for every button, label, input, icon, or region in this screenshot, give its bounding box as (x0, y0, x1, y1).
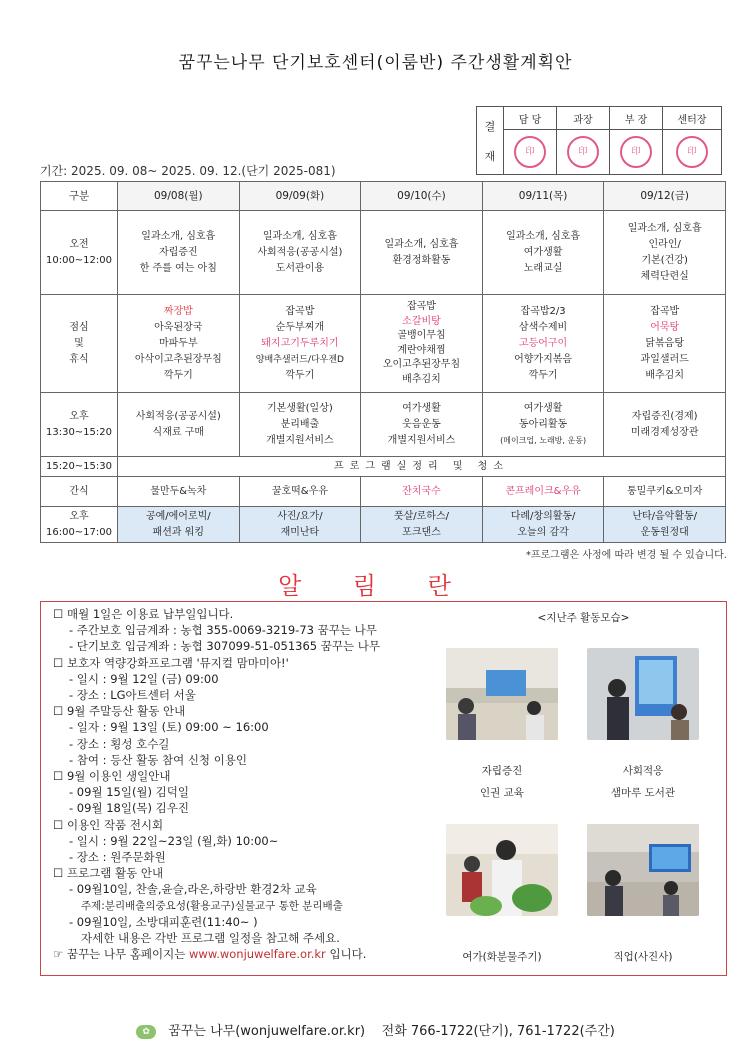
notice-item: - 장소 : 횡성 호수길 (69, 736, 170, 751)
cell-line: 일과소개, 심호흡 (262, 230, 337, 242)
schedule-cell (604, 393, 726, 457)
cell-line: 닭볶음탕 (645, 337, 684, 349)
notice-item: - 단기보호 입금계좌 : 농협 307099-51-051365 꿈꾸는 나무 (69, 639, 380, 654)
notice-item: - 09월 18일(목) 김우진 (69, 801, 190, 816)
cell-line: 잡곡밥 (285, 305, 315, 317)
snack-cell: 물만두&녹차 (118, 477, 240, 507)
homepage-suffix: 입니다. (329, 947, 367, 962)
activity-photos (441, 602, 726, 975)
notice-heading: ☐ 보호자 역량강화프로그램 '뮤지컬 맘마미아!' (53, 655, 289, 670)
schedule-cell (361, 393, 483, 457)
approval-side-label-1: 결 (484, 119, 496, 133)
cell-line: 미래경제성장관 (630, 426, 699, 438)
notice-heading: ☐ 9월 주말등산 활동 안내 (53, 704, 186, 719)
approval-role-2: 과장 (557, 107, 610, 130)
cell-line: 잡곡밥 (650, 305, 680, 317)
cell-line: 일과소개, 심호흡 (506, 230, 581, 242)
notice-heading: ☐ 9월 이용인 생일안내 (53, 769, 171, 784)
cell-line: 개별지원서비스 (266, 434, 334, 446)
activity-photo (587, 648, 699, 740)
approval-side-label (477, 107, 504, 175)
morning-label (41, 211, 118, 295)
cell-line: 여가생활 (523, 246, 563, 258)
cell-line: 아삭이고추된장무침 (134, 353, 222, 365)
cell-line: 여가생활 (523, 402, 563, 414)
weekly-schedule-table (40, 181, 726, 543)
cleanup-row (41, 457, 726, 477)
cell-line: 깍두기 (163, 369, 193, 381)
footer-org: 꿈꾸는 나무(wonjuwelfare.or.kr) (168, 1024, 366, 1039)
cell-line: 인라인/ (648, 238, 681, 250)
snack-cell: 통밀쿠키&오미자 (604, 477, 726, 507)
day-header: 09/11(목) (482, 182, 604, 211)
photo-camera-icon (587, 824, 699, 916)
cell-line: 계란야채찜 (397, 344, 446, 356)
notice-item: - 장소 : LG아트센터 서울 (69, 688, 196, 703)
cell-line: 과일샐러드 (640, 353, 689, 365)
notice-heading: ☐ 매월 1일은 이용료 납부일입니다. (53, 607, 234, 621)
notice-item: - 일시 : 9월 22일~23일 (월,화) 10:00~ (69, 833, 279, 848)
photo-caption (578, 946, 708, 968)
activity-photo (446, 824, 558, 916)
schedule-cell (239, 295, 361, 393)
cell-line: 잡곡밥2/3 (520, 305, 566, 317)
caption-line: 인권 교육 (480, 787, 524, 799)
schedule-cell (239, 507, 361, 543)
cell-line: 오이고추된장무침 (382, 359, 461, 370)
notice-title: 알 림 란 (278, 572, 473, 600)
cell-line: 양배추샐러드/다우젠D (255, 354, 344, 365)
photo-library-icon (587, 648, 699, 740)
snack-label: 간식 (41, 477, 118, 507)
row-label-line: 16:00~17:00 (45, 526, 112, 538)
lunch-row (41, 295, 726, 393)
snack-cell: 잔치국수 (361, 477, 483, 507)
cell-line: 한 주를 여는 아침 (139, 262, 217, 274)
schedule-cell (604, 211, 726, 295)
schedule-cell (604, 507, 726, 543)
notice-box (40, 601, 727, 976)
cell-line: 여가생활 (402, 402, 441, 414)
cell-line: 깍두기 (285, 369, 315, 381)
late-afternoon-row (41, 507, 726, 543)
notice-item: - 09월10일, 찬솔,윤슬,라온,하랑반 환경2차 교육 (69, 882, 317, 897)
cell-line: 기본생활(일상) (267, 402, 333, 414)
approval-box (476, 106, 722, 175)
schedule-cell (604, 295, 726, 393)
cell-line: 공예/에어로빅/ (145, 510, 211, 522)
row-label-line: 오후 (69, 510, 89, 522)
photo-caption (437, 946, 567, 968)
approval-seal-2 (557, 130, 610, 175)
afternoon-row (41, 393, 726, 457)
lunch-label (41, 295, 118, 393)
row-label-line: 및 (74, 337, 84, 349)
approval-seal-4 (663, 130, 722, 175)
homepage-line (53, 946, 453, 962)
seal-icon: 印 (676, 136, 708, 168)
photo-plants-icon (446, 824, 558, 916)
cell-line: 고등어구이 (518, 337, 568, 349)
row-label-line: 오후 (69, 410, 89, 422)
seal-icon: 印 (514, 136, 546, 168)
cell-line: 어묵탕 (650, 321, 680, 333)
cleanup-label: 15:20~15:30 (41, 457, 118, 477)
approval-seal-1 (504, 130, 557, 175)
cell-line: 순두부찌개 (275, 321, 325, 333)
cell-line: 기본(건강) (641, 254, 688, 266)
caption-line: 직업(사진사) (613, 951, 673, 963)
schedule-cell (482, 507, 604, 543)
cell-line: 삼색수제비 (518, 321, 568, 333)
cell-line: 사진/요가/ (277, 510, 323, 522)
schedule-cell (239, 211, 361, 295)
snack-cell: 콘프레이크&우유 (482, 477, 604, 507)
cell-line: 어향가지볶음 (514, 353, 573, 365)
row-label-line: 오전 (69, 238, 89, 250)
day-header: 09/12(금) (604, 182, 726, 211)
cell-line: 오늘의 감각 (517, 526, 569, 538)
caption-line: 자립증진 (481, 765, 523, 777)
notice-item: - 09월10일, 소방대피훈련(11:40~ ) (69, 914, 258, 929)
cell-line: 식재료 구매 (152, 426, 205, 438)
schedule-cell (118, 295, 240, 393)
cell-line: 도서관이용 (275, 262, 325, 274)
row-label-line: 점심 (69, 321, 89, 333)
notice-item: - 일자 : 9월 13일 (토) 09:00 ~ 16:00 (69, 720, 269, 735)
afternoon-label (41, 393, 118, 457)
cell-line: 개별지원서비스 (387, 434, 456, 446)
notice-item: - 참여 : 등산 활동 참여 신청 이용인 (69, 752, 248, 767)
homepage-prefix: ☞ 꿈꾸는 나무 홈페이지는 (53, 947, 186, 962)
homepage-link[interactable]: www.wonjuwelfare.or.kr (189, 947, 326, 962)
approval-role-3: 부 장 (610, 107, 663, 130)
footer (0, 1020, 751, 1039)
notice-item: - 주간보호 입금계좌 : 농협 355-0069-3219-73 꿈꾸는 나무 (69, 623, 377, 638)
activity-photo (446, 648, 558, 740)
logo-icon: ✿ (136, 1025, 156, 1039)
cell-line: 배추김치 (402, 373, 441, 385)
change-note: *프로그램은 사정에 따라 변경 될 수 있습니다. (525, 550, 727, 561)
schedule-cell (239, 393, 361, 457)
snack-row (41, 477, 726, 507)
cell-line: 일과소개, 심호흡 (627, 222, 702, 234)
caption-line: 샘마루 도서관 (610, 787, 676, 799)
cell-line: 재미난타 (280, 526, 320, 538)
activity-photo (587, 824, 699, 916)
schedule-cell (361, 295, 483, 393)
cell-line: 환경정화활동 (392, 254, 451, 266)
notice-item: - 09월 15일(월) 김덕일 (69, 785, 190, 800)
cell-line: 사회적응(공공시설) (257, 246, 343, 258)
cell-line: 마파두부 (158, 337, 198, 349)
schedule-cell (118, 393, 240, 457)
notice-heading: ☐ 프로그램 활동 안내 (53, 866, 164, 881)
photo-caption (578, 760, 708, 804)
cell-line: 배추김치 (645, 369, 684, 381)
notice-item: 자세한 내용은 각반 프로그램 일정을 참고해 주세요. (81, 931, 340, 946)
cell-line: 포크댄스 (402, 526, 441, 538)
schedule-cell (118, 211, 240, 295)
schedule-cell (482, 295, 604, 393)
cell-line: 웃음운동 (402, 418, 441, 430)
cell-line: 잡곡밥 (406, 301, 436, 312)
morning-row (41, 211, 726, 295)
cell-line: 일과소개, 심호흡 (141, 230, 216, 242)
caption-line: 사회적응 (622, 765, 664, 777)
schedule-corner: 구분 (41, 182, 118, 211)
cell-line: (메이크업, 노래방, 운동) (500, 435, 587, 445)
cell-line: 짜장밥 (163, 305, 193, 317)
cell-line: 골뱅이무침 (397, 330, 446, 341)
day-header: 09/10(수) (361, 182, 483, 211)
photo-caption (437, 760, 567, 804)
footer-phone: 전화 766-1722(단기), 761-1722(주간) (381, 1024, 615, 1039)
cell-line: 동아리활동 (518, 418, 568, 430)
cell-line: 노래교실 (523, 262, 563, 274)
snack-cell: 꿀호떡&우유 (239, 477, 361, 507)
page-title: 꿈꾸는나무 단기보호센터(이룸반) 주간생활계획안 (178, 53, 573, 73)
approval-seal-3 (610, 130, 663, 175)
cell-line: 난타/음악활동/ (632, 510, 698, 522)
cell-line: 체력단련실 (640, 270, 689, 282)
row-label-line: 10:00~12:00 (45, 254, 112, 266)
schedule-cell (361, 507, 483, 543)
notice-item: - 장소 : 원주문화원 (69, 850, 166, 865)
period-text: 기간: 2025. 09. 08~ 2025. 09. 12.(단기 2025-081) (40, 164, 336, 178)
approval-side-label-2: 재 (484, 149, 496, 163)
cell-line: 다례/창의활동/ (510, 510, 576, 522)
day-header: 09/08(월) (118, 182, 240, 211)
cell-line: 돼지고기두루치기 (261, 337, 339, 349)
notice-item: 주제:분리배출의중요성(활용교구)실물교구 통한 분리배출 (81, 899, 343, 912)
cell-line: 풋살/로하스/ (393, 510, 449, 522)
cell-line: 자립증진 (158, 246, 198, 258)
photos-title: <지난주 활동모습> (537, 612, 630, 624)
schedule-cell (482, 211, 604, 295)
cell-line: 소갈비탕 (402, 315, 441, 327)
late-label (41, 507, 118, 543)
seal-icon: 印 (620, 136, 652, 168)
schedule-header-row (41, 182, 726, 211)
caption-line: 여가(화분물주기) (462, 951, 542, 963)
cell-line: 패션과 워킹 (152, 526, 205, 538)
notice-heading: ☐ 이용인 작품 전시회 (53, 817, 164, 832)
cell-line: 깍두기 (528, 369, 558, 381)
notice-list (53, 606, 453, 962)
cell-line: 운동원정대 (640, 526, 689, 538)
cell-line: 사회적응(공공시설) (135, 410, 221, 422)
schedule-cell (118, 507, 240, 543)
notice-item: - 일시 : 9월 12일 (금) 09:00 (69, 671, 219, 686)
cell-line: 분리배출 (280, 418, 320, 430)
seal-icon: 印 (567, 136, 599, 168)
schedule-cell (482, 393, 604, 457)
cell-line: 일과소개, 심호흡 (384, 238, 459, 250)
photo-education-icon (446, 648, 558, 740)
cell-line: 자립증진(경제) (631, 410, 698, 422)
row-label-line: 휴식 (69, 353, 89, 365)
approval-role-4: 센터장 (663, 107, 722, 130)
row-label-line: 13:30~15:20 (45, 426, 112, 438)
cell-line: 아욱된장국 (154, 321, 203, 333)
approval-role-1: 담 당 (504, 107, 557, 130)
cleanup-text: 프로그램실정리 및 청소 (118, 457, 726, 477)
schedule-cell (361, 211, 483, 295)
day-header: 09/09(화) (239, 182, 361, 211)
